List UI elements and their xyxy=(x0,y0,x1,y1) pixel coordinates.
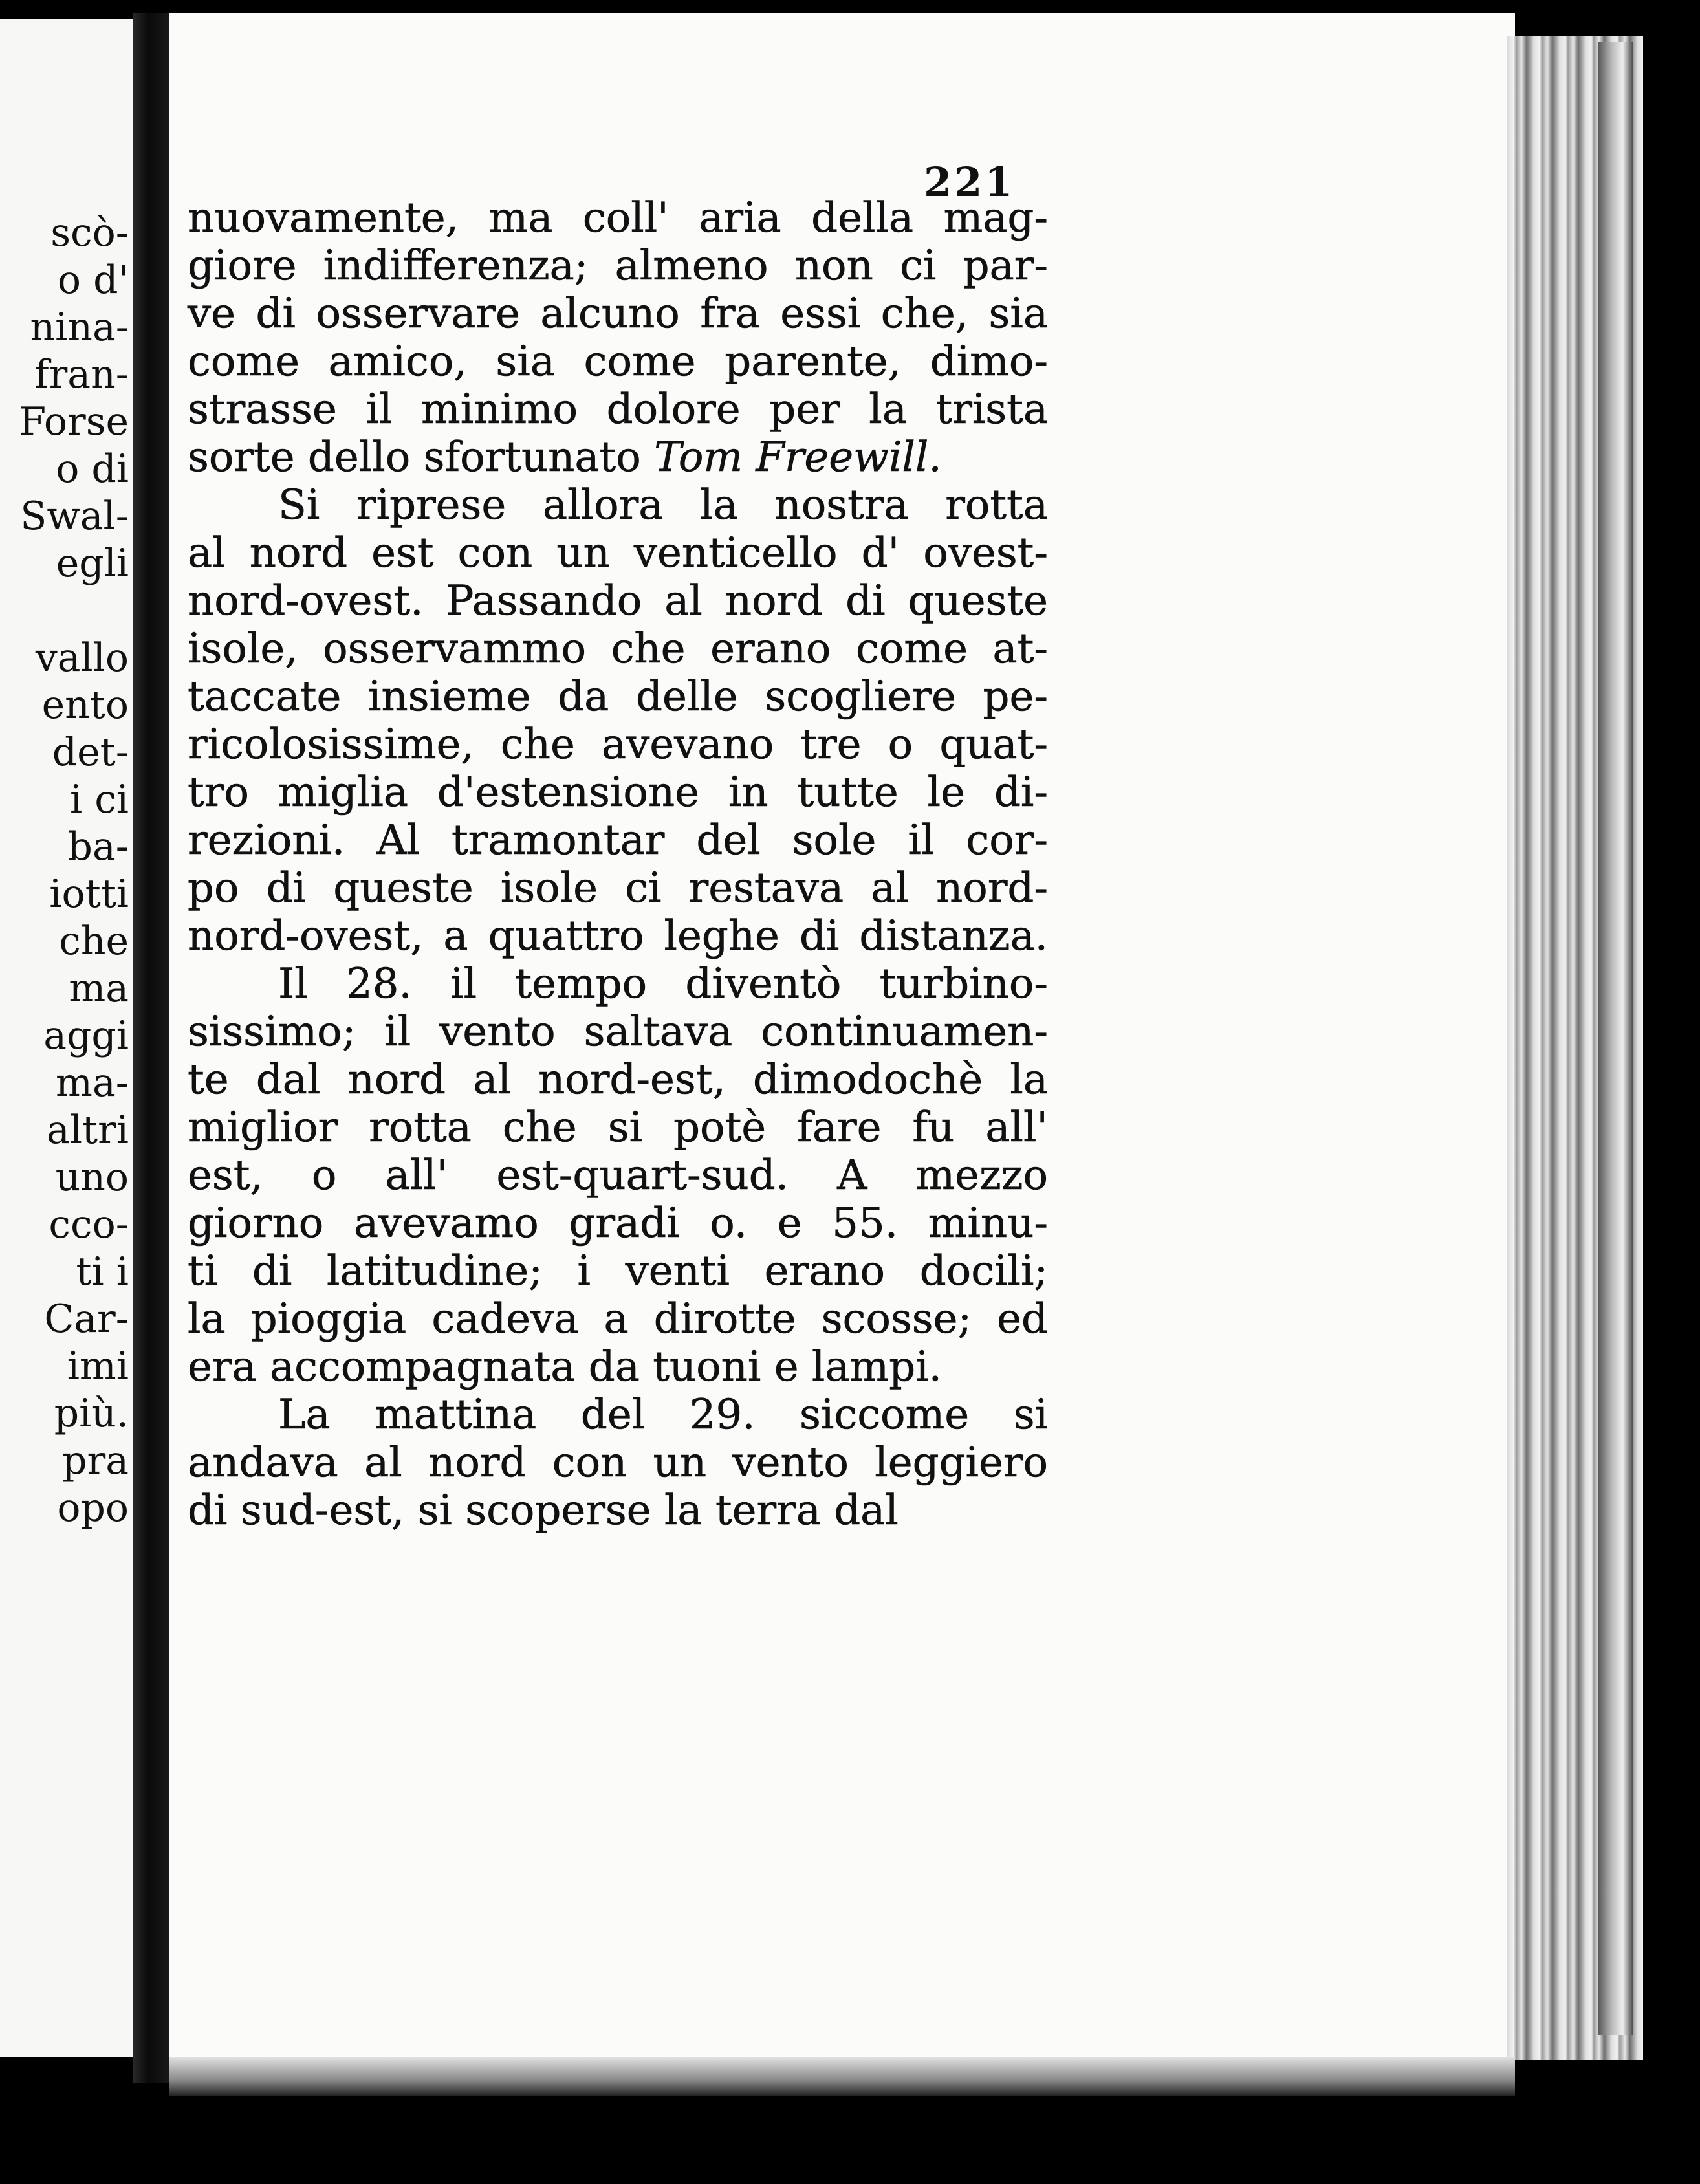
text-line-content: taccate insieme da delle scogliere pe- xyxy=(188,673,1048,721)
text-line-content: giorno avevamo gradi o. e 55. minu- xyxy=(188,1199,1048,1247)
text-line xyxy=(188,529,1048,577)
text-line xyxy=(188,386,1048,433)
text-line-content: Si riprese allora la nostra rotta xyxy=(278,481,1048,529)
text-line-content: te dal nord al nord-est, dimodochè la xyxy=(188,1056,1048,1104)
left-page-text-fragment: ma xyxy=(69,966,129,1011)
text-line-content: isole, osservammo che erano come at- xyxy=(188,625,1048,673)
text-line-content: nord-ovest, a quattro leghe di distanza. xyxy=(188,912,1048,960)
text-line xyxy=(188,1247,1048,1295)
text-line xyxy=(188,1487,1048,1534)
left-page-text-fragment: o d' xyxy=(57,257,129,303)
text-line-content: giore indifferenza; almeno non ci par- xyxy=(188,242,1048,290)
text-line xyxy=(188,481,1048,529)
text-line xyxy=(188,721,1048,769)
text-line xyxy=(188,194,1048,242)
left-page-text-fragment: Forse xyxy=(19,399,129,444)
text-line-content: ve di osservare alcuno fra essi che, sia xyxy=(188,290,1048,338)
text-line xyxy=(188,1295,1048,1343)
text-line xyxy=(188,1104,1048,1152)
left-page-text-fragment: ento xyxy=(41,682,129,728)
left-page-text-fragment: opo xyxy=(57,1485,129,1531)
text-line-content: la pioggia cadeva a dirotte scosse; ed xyxy=(188,1295,1048,1343)
left-page-text-fragment: egli xyxy=(56,541,129,586)
text-line xyxy=(188,290,1048,338)
text-line xyxy=(188,625,1048,673)
text-line xyxy=(188,1439,1048,1487)
text-line xyxy=(188,769,1048,816)
text-line xyxy=(188,338,1048,386)
left-page-text-fragment: imi xyxy=(67,1344,129,1389)
body-text xyxy=(188,194,1048,1534)
text-line xyxy=(188,1056,1048,1104)
text-line-content: po di queste isole ci restava al nord- xyxy=(188,864,1048,912)
left-page-text-fragment: più. xyxy=(54,1391,129,1436)
text-line xyxy=(188,1199,1048,1247)
text-line-content: ricolosissime, che avevano tre o quat- xyxy=(188,721,1048,769)
text-line-content: rezioni. Al tramontar del sole il cor- xyxy=(188,816,1048,864)
left-page-text-fragment: uno xyxy=(55,1155,129,1200)
left-page-text-fragment: iotti xyxy=(49,871,129,917)
book-gutter xyxy=(133,13,171,2083)
text-line xyxy=(188,1391,1048,1439)
text-line-content: di sud-est, si scoperse la terra dal xyxy=(188,1487,899,1534)
text-line-content: nord-ovest. Passando al nord di queste xyxy=(188,577,1048,625)
left-page-text-fragment: i ci xyxy=(69,777,129,822)
text-line-content: tro miglia d'estensione in tutte le di- xyxy=(188,769,1048,816)
left-page-text-fragment: Car- xyxy=(44,1296,129,1342)
left-page-text-fragment: Swal- xyxy=(20,494,129,539)
left-page-text-fragment: ti i xyxy=(76,1249,129,1294)
left-page-text-fragment: altri xyxy=(47,1108,129,1153)
page-bottom-edge xyxy=(169,2057,1515,2096)
text-line xyxy=(188,816,1048,864)
italic-name: Tom Freewill. xyxy=(654,433,942,481)
left-page-fragment xyxy=(0,19,133,2057)
text-line-content: miglior rotta che si potè fare fu all' xyxy=(188,1104,1048,1152)
left-page-text-fragment: det- xyxy=(52,730,129,775)
text-line xyxy=(188,912,1048,960)
text-line xyxy=(188,1343,1048,1391)
text-line-content: ti di latitudine; i venti erano docili; xyxy=(188,1247,1048,1295)
left-page-text-fragment: ma- xyxy=(56,1060,129,1106)
text-line xyxy=(188,1152,1048,1199)
text-line-content: La mattina del 29. siccome si xyxy=(278,1391,1048,1439)
page-edges-outer xyxy=(1598,42,1633,2035)
left-page-text-fragment: che xyxy=(59,919,129,964)
text-line xyxy=(188,433,1048,481)
text-line xyxy=(188,673,1048,721)
text-line xyxy=(188,577,1048,625)
text-line xyxy=(188,960,1048,1008)
page-number: 221 xyxy=(924,158,1016,206)
text-line-content: strasse il minimo dolore per la trista xyxy=(188,386,1048,433)
text-line xyxy=(188,242,1048,290)
left-page-text-fragment: aggi xyxy=(43,1013,129,1058)
text-line-content: sissimo; il vento saltava continuamen- xyxy=(188,1008,1048,1056)
text-line-content: come amico, sia come parente, dimo- xyxy=(188,338,1048,386)
left-page-text-fragment: scò- xyxy=(50,210,129,256)
left-page-text-fragment: nina- xyxy=(30,305,129,350)
text-line-content: est, o all' est-quart-sud. A mezzo xyxy=(188,1152,1048,1199)
text-line-content: al nord est con un venticello d' ovest- xyxy=(188,529,1048,577)
text-line-content: Il 28. il tempo diventò turbino- xyxy=(278,960,1048,1008)
left-page-text-fragment: o di xyxy=(56,446,129,492)
text-line-content: andava al nord con un vento leggiero xyxy=(188,1439,1048,1487)
text-line xyxy=(188,1008,1048,1056)
left-page-text-fragment: ba- xyxy=(67,824,129,869)
text-line-content: sorte dello sfortunato xyxy=(188,433,655,481)
left-page-text-fragment: cco- xyxy=(49,1202,129,1247)
text-line xyxy=(188,864,1048,912)
text-line-content: era accompagnata da tuoni e lampi. xyxy=(188,1343,942,1391)
text-line-content: nuovamente, ma coll' aria della mag- xyxy=(188,194,1048,242)
left-page-text-fragment: vallo xyxy=(35,635,129,681)
left-page-text-fragment: pra xyxy=(62,1438,129,1483)
left-page-text-fragment: fran- xyxy=(34,352,129,397)
